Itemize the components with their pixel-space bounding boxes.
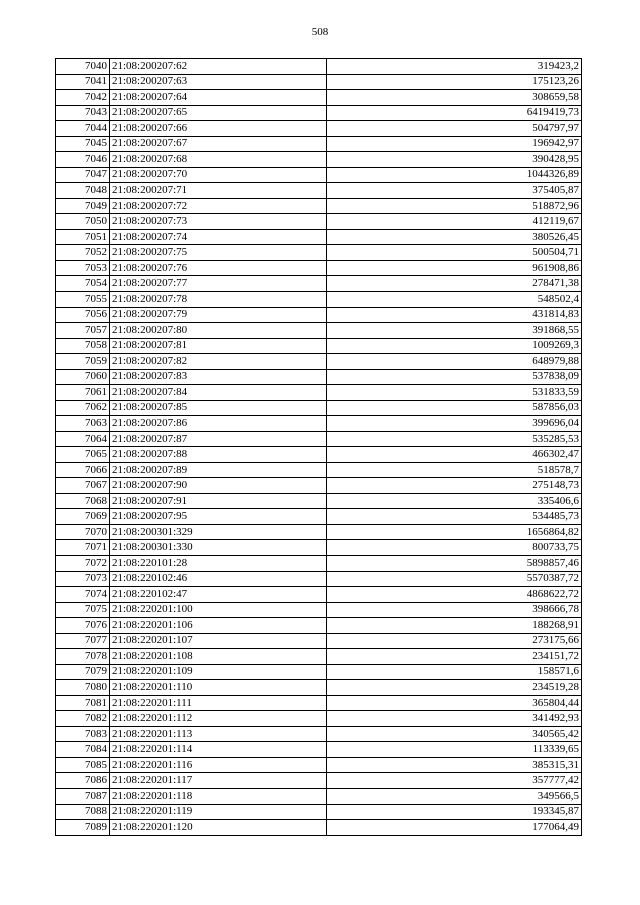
row-number: 7085 xyxy=(56,757,110,773)
cadastral-number: 21:08:220102:47 xyxy=(110,587,327,603)
cadastral-value: 398666,78 xyxy=(327,602,582,618)
row-number: 7046 xyxy=(56,152,110,168)
cadastral-number: 21:08:200207:79 xyxy=(110,307,327,323)
cadastral-value: 341492,93 xyxy=(327,711,582,727)
table-row xyxy=(56,695,582,711)
cadastral-number: 21:08:220201:114 xyxy=(110,742,327,758)
row-number: 7051 xyxy=(56,229,110,245)
cadastral-value: 349566,5 xyxy=(327,788,582,804)
cadastral-value: 518872,96 xyxy=(327,198,582,214)
cadastral-value: 273175,66 xyxy=(327,633,582,649)
table-row xyxy=(56,633,582,649)
cadastral-number: 21:08:220201:112 xyxy=(110,711,327,727)
cadastral-value: 961908,86 xyxy=(327,260,582,276)
cadastral-value: 113339,65 xyxy=(327,742,582,758)
cadastral-value: 391868,55 xyxy=(327,323,582,339)
cadastral-number: 21:08:220201:113 xyxy=(110,726,327,742)
cadastral-value: 1044326,89 xyxy=(327,167,582,183)
cadastral-number: 21:08:220201:100 xyxy=(110,602,327,618)
row-number: 7082 xyxy=(56,711,110,727)
table-row xyxy=(56,183,582,199)
registry-table xyxy=(55,58,582,836)
cadastral-number: 21:08:220201:118 xyxy=(110,788,327,804)
cadastral-value: 365804,44 xyxy=(327,695,582,711)
table-row xyxy=(56,416,582,432)
cadastral-value: 412119,67 xyxy=(327,214,582,230)
row-number: 7088 xyxy=(56,804,110,820)
cadastral-number: 21:08:200207:95 xyxy=(110,509,327,525)
row-number: 7079 xyxy=(56,664,110,680)
cadastral-number: 21:08:200207:62 xyxy=(110,59,327,75)
cadastral-number: 21:08:200301:330 xyxy=(110,540,327,556)
cadastral-value: 196942,97 xyxy=(327,136,582,152)
cadastral-value: 648979,88 xyxy=(327,354,582,370)
cadastral-number: 21:08:200207:83 xyxy=(110,369,327,385)
cadastral-value: 158571,6 xyxy=(327,664,582,680)
row-number: 7061 xyxy=(56,385,110,401)
cadastral-value: 357777,42 xyxy=(327,773,582,789)
table-row xyxy=(56,291,582,307)
cadastral-value: 234151,72 xyxy=(327,649,582,665)
cadastral-number: 21:08:200207:66 xyxy=(110,121,327,137)
row-number: 7089 xyxy=(56,820,110,836)
cadastral-value: 340565,42 xyxy=(327,726,582,742)
row-number: 7040 xyxy=(56,59,110,75)
row-number: 7064 xyxy=(56,431,110,447)
row-number: 7080 xyxy=(56,680,110,696)
cadastral-number: 21:08:220102:46 xyxy=(110,571,327,587)
cadastral-number: 21:08:200207:77 xyxy=(110,276,327,292)
row-number: 7050 xyxy=(56,214,110,230)
cadastral-number: 21:08:220101:28 xyxy=(110,556,327,572)
table-row xyxy=(56,323,582,339)
table-row xyxy=(56,820,582,836)
cadastral-value: 800733,75 xyxy=(327,540,582,556)
cadastral-value: 188268,91 xyxy=(327,618,582,634)
cadastral-number: 21:08:200207:85 xyxy=(110,400,327,416)
cadastral-number: 21:08:200207:86 xyxy=(110,416,327,432)
cadastral-number: 21:08:220201:119 xyxy=(110,804,327,820)
cadastral-number: 21:08:220201:111 xyxy=(110,695,327,711)
cadastral-number: 21:08:200301:329 xyxy=(110,524,327,540)
cadastral-number: 21:08:200207:70 xyxy=(110,167,327,183)
table-row xyxy=(56,121,582,137)
cadastral-value: 390428,95 xyxy=(327,152,582,168)
row-number: 7086 xyxy=(56,773,110,789)
cadastral-value: 175123,26 xyxy=(327,74,582,90)
cadastral-number: 21:08:200207:63 xyxy=(110,74,327,90)
row-number: 7060 xyxy=(56,369,110,385)
table-row xyxy=(56,369,582,385)
row-number: 7042 xyxy=(56,90,110,106)
row-number: 7058 xyxy=(56,338,110,354)
table-row xyxy=(56,307,582,323)
row-number: 7071 xyxy=(56,540,110,556)
cadastral-value: 431814,83 xyxy=(327,307,582,323)
row-number: 7069 xyxy=(56,509,110,525)
cadastral-number: 21:08:200207:90 xyxy=(110,478,327,494)
cadastral-value: 500504,71 xyxy=(327,245,582,261)
row-number: 7072 xyxy=(56,556,110,572)
cadastral-value: 5898857,46 xyxy=(327,556,582,572)
cadastral-number: 21:08:200207:75 xyxy=(110,245,327,261)
cadastral-value: 234519,28 xyxy=(327,680,582,696)
cadastral-value: 380526,45 xyxy=(327,229,582,245)
table-row xyxy=(56,524,582,540)
table-row xyxy=(56,385,582,401)
table-row xyxy=(56,462,582,478)
cadastral-value: 278471,38 xyxy=(327,276,582,292)
cadastral-number: 21:08:200207:72 xyxy=(110,198,327,214)
table-row xyxy=(56,571,582,587)
row-number: 7078 xyxy=(56,649,110,665)
table-row xyxy=(56,478,582,494)
table-row xyxy=(56,59,582,75)
table-row xyxy=(56,245,582,261)
table-row xyxy=(56,90,582,106)
cadastral-number: 21:08:200207:91 xyxy=(110,493,327,509)
cadastral-value: 308659,58 xyxy=(327,90,582,106)
cadastral-number: 21:08:200207:74 xyxy=(110,229,327,245)
row-number: 7056 xyxy=(56,307,110,323)
row-number: 7048 xyxy=(56,183,110,199)
row-number: 7087 xyxy=(56,788,110,804)
cadastral-number: 21:08:220201:117 xyxy=(110,773,327,789)
cadastral-value: 319423,2 xyxy=(327,59,582,75)
row-number: 7045 xyxy=(56,136,110,152)
row-number: 7065 xyxy=(56,447,110,463)
cadastral-number: 21:08:200207:73 xyxy=(110,214,327,230)
table-row xyxy=(56,167,582,183)
table-row xyxy=(56,431,582,447)
cadastral-number: 21:08:220201:108 xyxy=(110,649,327,665)
cadastral-number: 21:08:220201:106 xyxy=(110,618,327,634)
table-row xyxy=(56,136,582,152)
table-row xyxy=(56,649,582,665)
table-row xyxy=(56,618,582,634)
row-number: 7081 xyxy=(56,695,110,711)
cadastral-value: 385315,31 xyxy=(327,757,582,773)
table-row xyxy=(56,804,582,820)
cadastral-number: 21:08:220201:107 xyxy=(110,633,327,649)
table-row xyxy=(56,447,582,463)
table-row xyxy=(56,214,582,230)
table-row xyxy=(56,338,582,354)
cadastral-value: 587856,03 xyxy=(327,400,582,416)
table-row xyxy=(56,105,582,121)
cadastral-value: 275148,73 xyxy=(327,478,582,494)
row-number: 7074 xyxy=(56,587,110,603)
row-number: 7054 xyxy=(56,276,110,292)
cadastral-value: 531833,59 xyxy=(327,385,582,401)
cadastral-number: 21:08:200207:89 xyxy=(110,462,327,478)
table-row xyxy=(56,229,582,245)
table-row xyxy=(56,664,582,680)
cadastral-number: 21:08:200207:71 xyxy=(110,183,327,199)
cadastral-number: 21:08:200207:64 xyxy=(110,90,327,106)
row-number: 7083 xyxy=(56,726,110,742)
table-row xyxy=(56,556,582,572)
row-number: 7084 xyxy=(56,742,110,758)
row-number: 7059 xyxy=(56,354,110,370)
cadastral-value: 518578,7 xyxy=(327,462,582,478)
table-row xyxy=(56,74,582,90)
table-row xyxy=(56,400,582,416)
cadastral-number: 21:08:220201:110 xyxy=(110,680,327,696)
cadastral-value: 466302,47 xyxy=(327,447,582,463)
table-row xyxy=(56,711,582,727)
cadastral-number: 21:08:200207:76 xyxy=(110,260,327,276)
cadastral-value: 537838,09 xyxy=(327,369,582,385)
cadastral-number: 21:08:200207:67 xyxy=(110,136,327,152)
cadastral-number: 21:08:200207:78 xyxy=(110,291,327,307)
row-number: 7067 xyxy=(56,478,110,494)
row-number: 7057 xyxy=(56,323,110,339)
cadastral-value: 1656864,82 xyxy=(327,524,582,540)
table-row xyxy=(56,726,582,742)
cadastral-value: 335406,6 xyxy=(327,493,582,509)
table-row xyxy=(56,493,582,509)
page-number: 508 xyxy=(311,26,329,38)
cadastral-number: 21:08:220201:120 xyxy=(110,820,327,836)
registry-table-body xyxy=(56,59,582,836)
cadastral-value: 1009269,3 xyxy=(327,338,582,354)
row-number: 7063 xyxy=(56,416,110,432)
cadastral-value: 548502,4 xyxy=(327,291,582,307)
row-number: 7077 xyxy=(56,633,110,649)
table-row xyxy=(56,757,582,773)
cadastral-number: 21:08:200207:84 xyxy=(110,385,327,401)
cadastral-number: 21:08:200207:65 xyxy=(110,105,327,121)
table-row xyxy=(56,788,582,804)
cadastral-value: 177064,49 xyxy=(327,820,582,836)
cadastral-value: 5570387,72 xyxy=(327,571,582,587)
row-number: 7066 xyxy=(56,462,110,478)
row-number: 7076 xyxy=(56,618,110,634)
cadastral-value: 504797,97 xyxy=(327,121,582,137)
table-row xyxy=(56,152,582,168)
cadastral-number: 21:08:200207:87 xyxy=(110,431,327,447)
table-row xyxy=(56,602,582,618)
row-number: 7041 xyxy=(56,74,110,90)
cadastral-number: 21:08:220201:116 xyxy=(110,757,327,773)
row-number: 7043 xyxy=(56,105,110,121)
table-row xyxy=(56,509,582,525)
row-number: 7075 xyxy=(56,602,110,618)
cadastral-value: 399696,04 xyxy=(327,416,582,432)
table-row xyxy=(56,260,582,276)
row-number: 7053 xyxy=(56,260,110,276)
row-number: 7068 xyxy=(56,493,110,509)
table-row xyxy=(56,354,582,370)
table-row xyxy=(56,540,582,556)
cadastral-number: 21:08:200207:80 xyxy=(110,323,327,339)
cadastral-number: 21:08:220201:109 xyxy=(110,664,327,680)
row-number: 7047 xyxy=(56,167,110,183)
row-number: 7062 xyxy=(56,400,110,416)
row-number: 7055 xyxy=(56,291,110,307)
cadastral-number: 21:08:200207:68 xyxy=(110,152,327,168)
table-row xyxy=(56,773,582,789)
row-number: 7070 xyxy=(56,524,110,540)
cadastral-value: 375405,87 xyxy=(327,183,582,199)
row-number: 7044 xyxy=(56,121,110,137)
cadastral-value: 193345,87 xyxy=(327,804,582,820)
cadastral-number: 21:08:200207:82 xyxy=(110,354,327,370)
row-number: 7073 xyxy=(56,571,110,587)
cadastral-value: 6419419,73 xyxy=(327,105,582,121)
cadastral-value: 534485,73 xyxy=(327,509,582,525)
table-row xyxy=(56,198,582,214)
row-number: 7052 xyxy=(56,245,110,261)
cadastral-value: 535285,53 xyxy=(327,431,582,447)
cadastral-number: 21:08:200207:81 xyxy=(110,338,327,354)
table-row xyxy=(56,587,582,603)
row-number: 7049 xyxy=(56,198,110,214)
table-row xyxy=(56,276,582,292)
cadastral-number: 21:08:200207:88 xyxy=(110,447,327,463)
cadastral-value: 4868622,72 xyxy=(327,587,582,603)
table-row xyxy=(56,680,582,696)
table-row xyxy=(56,742,582,758)
